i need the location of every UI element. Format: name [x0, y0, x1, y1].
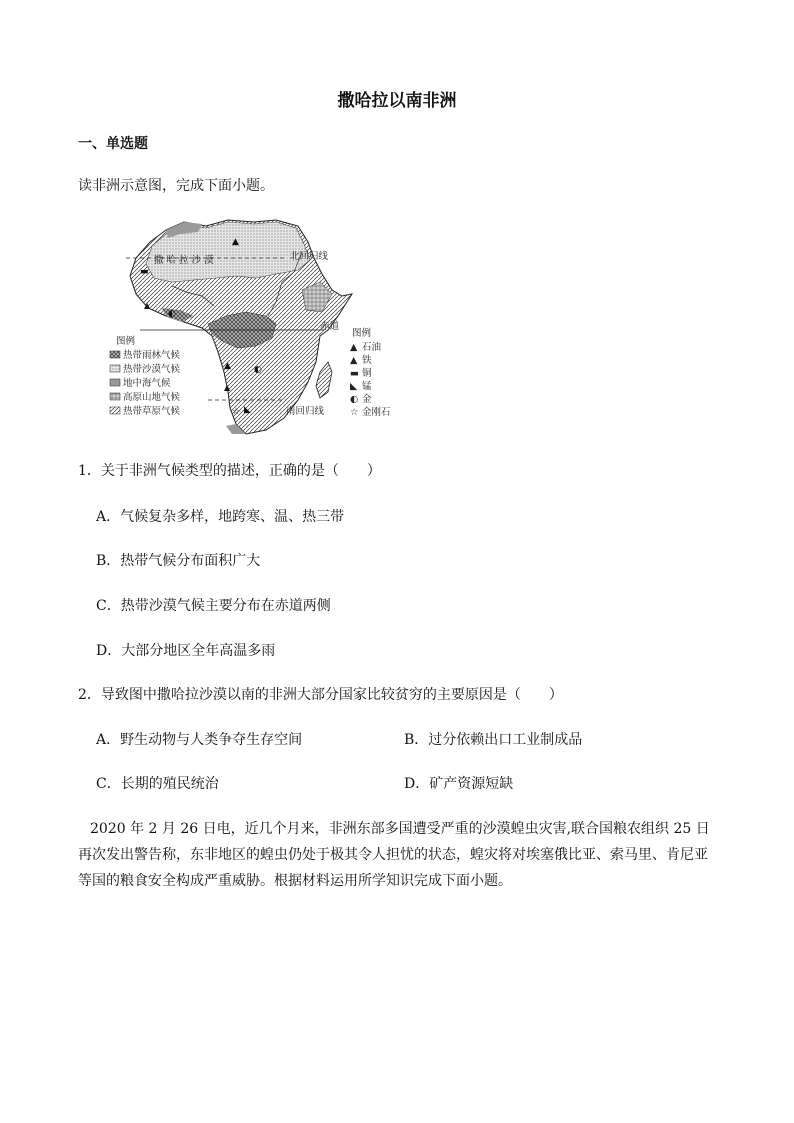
copper-legend-icon: ▬: [350, 368, 359, 379]
legend-diamond: 金刚石: [362, 407, 391, 418]
climate-legend-title: 图例: [116, 336, 136, 347]
question-1-stem: 1．关于非洲气候类型的描述，正确的是（ ）: [78, 463, 381, 479]
manganese-marker-icon: ◣: [244, 405, 251, 415]
question-2-option-d[interactable]: D．矿产资源短缺: [404, 776, 514, 792]
oil-marker-2-icon: ▲: [224, 361, 231, 371]
iron-marker-icon: ▲: [144, 301, 151, 310]
africa-map-figure: [106, 212, 406, 440]
legend-manganese: 锰: [362, 381, 372, 392]
legend-oil: 石油: [362, 342, 382, 353]
question-2-option-b[interactable]: B．过分依赖出口工业制成品: [404, 732, 583, 748]
question-1-option-a[interactable]: A．气候复杂多样，地跨寒、温、热三带: [96, 509, 345, 525]
legend-copper: 铜: [362, 368, 372, 379]
intro-text: 读非洲示意图，完成下面小题。: [78, 178, 274, 194]
legend-highland: 高原山地气候: [123, 392, 181, 403]
diamond-marker-icon: ☆: [232, 407, 241, 417]
manganese-legend-icon: ◣: [350, 381, 358, 392]
legend-iron: 铁: [362, 355, 372, 366]
legend-savanna: 热带草原气候: [123, 406, 181, 417]
legend-desert: 热带沙漠气候: [123, 364, 181, 375]
madagascar: [316, 362, 332, 398]
mineral-legend: [350, 327, 391, 418]
question-1-option-d[interactable]: D．大部分地区全年高温多雨: [96, 643, 276, 659]
legend-gold: 金: [362, 394, 372, 405]
diamond-legend-icon: ☆: [350, 407, 359, 418]
tropic-capricorn-label: 南回归线: [286, 406, 325, 417]
question-1-option-b[interactable]: B．热带气候分布面积广大: [96, 553, 261, 569]
sahara-label: 撒 哈 拉 沙 漠: [154, 255, 214, 266]
question-1-option-c[interactable]: C．热带沙漠气候主要分布在赤道两侧: [96, 598, 331, 614]
oil-marker-icon: ▲: [232, 237, 239, 247]
equator-label: 赤道: [320, 321, 340, 332]
question-2-option-c[interactable]: C．长期的殖民统治: [96, 776, 219, 792]
oil-legend-icon: ▲: [350, 342, 358, 353]
material-passage: 2020 年 2 月 26 日电，近几个月来，非洲东部多国遭受严重的沙漠蝗虫灾害,联合国粮农组织 25 日再次发出警告称，东非地区的蝗虫仍处于极其令人担忧的状态，蝗灾将对埃塞俄比亚、索马里、肯尼亚等国的粮食安全构成严重威胁。根据材料运用所学知识完成下面小题。: [78, 821, 710, 889]
page-title: 撒哈拉以南非洲: [337, 91, 457, 111]
section-heading: 一、单选题: [78, 136, 148, 152]
mineral-legend-title: 图例: [352, 328, 372, 339]
legend-rainforest: 热带雨林气候: [123, 350, 181, 361]
tropic-cancer-label: 北回归线: [290, 251, 329, 262]
legend-mediterranean: 地中海气候: [123, 378, 171, 389]
africa-map: [106, 212, 406, 440]
gold-legend-icon: ◐: [350, 394, 359, 405]
question-2-option-a[interactable]: A．野生动物与人类争夺生存空间: [96, 732, 303, 748]
iron-legend-icon: ▲: [350, 355, 358, 366]
gold-marker-icon: ◐: [168, 309, 176, 319]
copper-marker-icon: ▬: [140, 267, 149, 277]
gold-marker-2-icon: ◐: [254, 365, 262, 375]
climate-legend: [110, 335, 181, 417]
iron-marker-2-icon: ▲: [224, 383, 231, 392]
question-2-stem: 2．导致图中撒哈拉沙漠以南的非洲大部分国家比较贫穷的主要原因是（ ）: [78, 687, 563, 703]
